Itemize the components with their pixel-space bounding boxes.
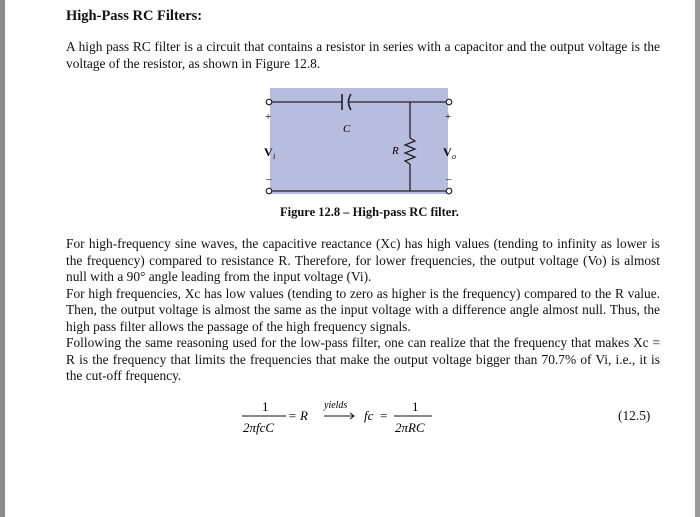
eq-equals: = <box>380 408 388 423</box>
output-terminal-top <box>446 99 452 105</box>
eq-fc: fc <box>364 408 374 423</box>
body-line-1: For high-frequency sine waves, the capacitive reactance (Xc) has high values (tending to infinity as lower is the frequency) compared to resistance R. Therefore, for lower frequencies, the output voltage (Vo) is almost null with a 90° angle leading from the input voltage (Vi). <box>66 236 660 284</box>
eq-frac2-numerator: 1 <box>412 399 419 414</box>
left-border <box>0 0 5 517</box>
eq-frac2-denominator: 2πRC <box>395 420 425 435</box>
output-voltage-label: V <box>443 145 452 159</box>
eq-equals-r: = R <box>288 408 308 423</box>
input-terminal-top <box>266 99 272 105</box>
equation-number: (12.5) <box>618 408 651 423</box>
output-voltage-subscript: o <box>452 152 456 161</box>
input-voltage-label: V <box>264 145 273 159</box>
body-line-3: Following the same reasoning used for the low-pass filter, one can realize that the frequency that makes Xc = R is the frequency that limits the frequencies that make the output voltage bigger than 70.7% of Vi, i.e., it is the cut-off frequency. <box>66 335 660 383</box>
high-pass-rc-circuit <box>250 88 470 223</box>
body-line-2: For high frequencies, Xc has low values (tending to zero as higher is the frequency) compared to the R value. Then, the output voltage is almost the same as the input voltage with a difference angle almost null. Thus, the high pass filter allows the passage of the high frequency signals. <box>66 285 660 334</box>
cutoff-frequency-equation <box>240 394 480 444</box>
capacitor-label: C <box>343 123 351 135</box>
body-paragraph <box>66 236 660 385</box>
intro-paragraph: A high pass RC filter is a circuit that contains a resistor in series with a capacitor and the output voltage is the voltage of the resistor, as shown in Figure 12.8. <box>66 39 660 71</box>
input-voltage-subscript: i <box>273 152 276 161</box>
output-terminal-bottom <box>446 188 452 194</box>
circuit-background <box>270 88 448 194</box>
eq-frac1-numerator: 1 <box>262 399 269 414</box>
section-heading: High-Pass RC Filters: <box>66 8 203 24</box>
output-minus-sign: – <box>446 173 452 185</box>
eq-yields: yields <box>324 400 348 411</box>
resistor-label: R <box>392 145 399 157</box>
eq-frac1-denominator: 2πfcC <box>243 420 275 435</box>
input-minus-sign: – <box>266 173 272 185</box>
figure-caption: Figure 12.8 – High-pass RC filter. <box>280 205 459 219</box>
input-terminal-bottom <box>266 188 272 194</box>
right-border <box>695 0 700 517</box>
input-plus-sign: + <box>265 111 272 123</box>
output-plus-sign: + <box>445 111 452 123</box>
